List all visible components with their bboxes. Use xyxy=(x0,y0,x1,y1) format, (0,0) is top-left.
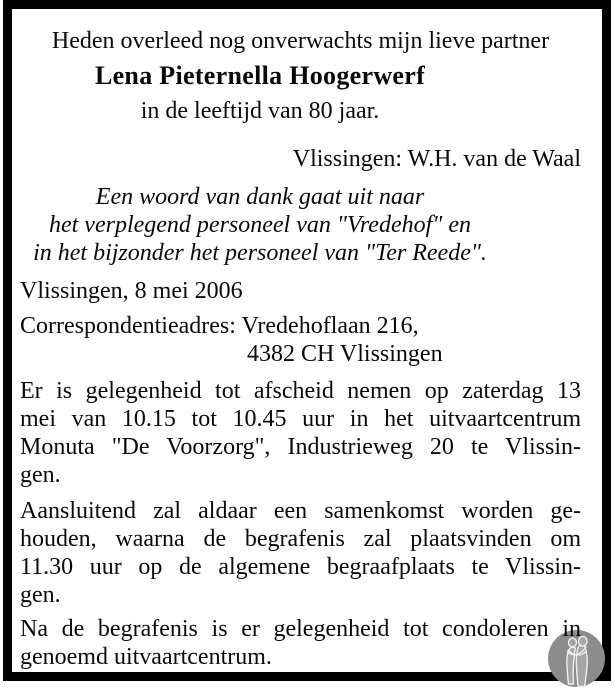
paragraph-line: gen. xyxy=(20,462,61,488)
paragraph-condolences xyxy=(20,615,581,671)
paragraph-line: gen. xyxy=(20,582,61,608)
correspondence-street: Vredehoflaan 216, xyxy=(241,313,419,339)
paragraph-line: Aansluitend zal aldaar een samenkomst worden ge- xyxy=(20,498,581,524)
deceased-name: Lena Pieternella Hoogerwerf xyxy=(94,61,426,90)
paragraph-line: genoemd uitvaartcentrum. xyxy=(20,644,272,670)
paragraph-line: houden, waarna de begrafenis zal plaatsvinden om xyxy=(20,526,581,552)
paragraph-visitation xyxy=(20,377,581,489)
thanks-line: het verplegend personeel van "Vredehof" en xyxy=(48,212,471,238)
paragraph-line: 11.30 uur op de algemene begraafplaats te Vlissin- xyxy=(20,554,581,580)
correspondence-line xyxy=(20,312,581,340)
place-date-line: Vlissingen, 8 mei 2006 xyxy=(20,278,243,304)
paragraph-line: Er is gelegenheid tot afscheid nemen op zaterdag 13 xyxy=(20,378,581,404)
correspondence-label: Correspondentieadres: xyxy=(20,313,236,339)
paragraph-line: mei van 10.15 tot 10.45 uur in het uitvaartcentrum xyxy=(20,406,581,432)
intro-line: Heden overleed nog onverwachts mijn lieve partner xyxy=(51,28,550,54)
thanks-line: Een woord van dank gaat uit naar xyxy=(95,184,425,210)
age-line: in de leeftijd van 80 jaar. xyxy=(140,98,380,124)
paragraph-funeral xyxy=(20,497,581,609)
notice-content xyxy=(20,9,581,671)
correspondence-city: 4382 CH Vlissingen xyxy=(247,341,443,367)
paragraph-line: Na de begrafenis is er gelegenheid tot condoleren in xyxy=(20,616,581,642)
signature-line: Vlissingen: W.H. van de Waal xyxy=(292,146,581,172)
correspondence-block xyxy=(20,312,581,368)
thanks-block xyxy=(20,183,500,267)
name-block xyxy=(20,59,500,125)
thanks-line: in het bijzonder het personeel van "Ter Reede". xyxy=(33,240,487,266)
paragraph-line: Monuta "De Voorzorg", Industrieweg 20 te Vlissin- xyxy=(20,434,581,460)
